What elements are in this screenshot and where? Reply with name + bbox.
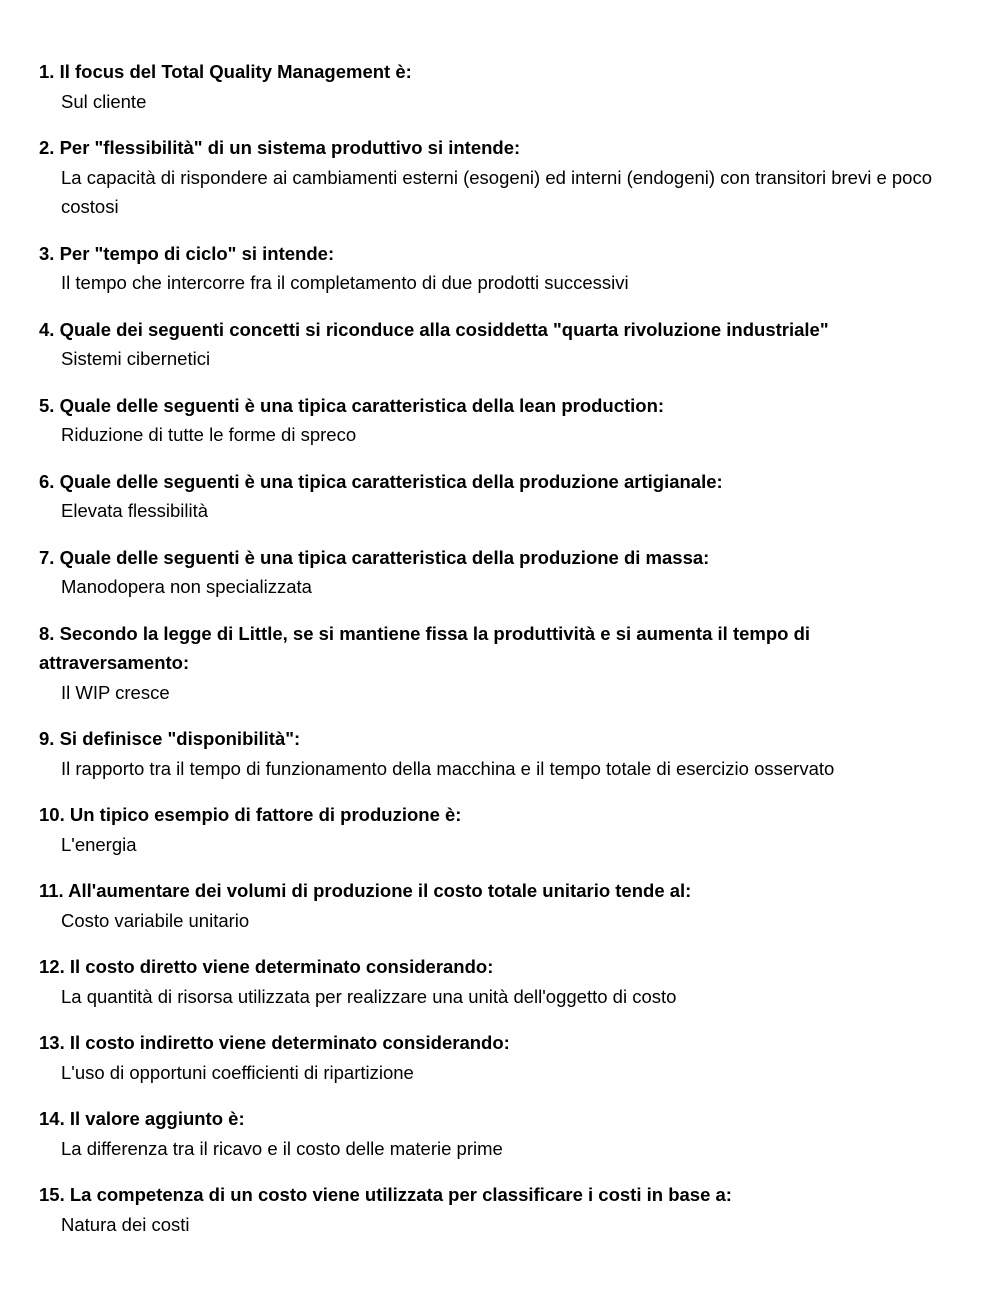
- qa-item-1: [39, 57, 960, 116]
- answer-text: Il WIP cresce: [61, 681, 170, 703]
- question-text: 13. Il costo indiretto viene determinato considerando:: [39, 1032, 510, 1053]
- answer-text: Elevata flessibilità: [61, 500, 209, 521]
- qa-item-8: [39, 619, 960, 708]
- question-text: 5. Quale delle seguenti è una tipica caratteristica della lean production:: [39, 394, 665, 416]
- qa-item-7: [39, 543, 960, 602]
- answer-text: Il tempo che intercorre fra il completamento di due prodotti successivi: [61, 272, 629, 293]
- question-text: 6. Quale delle seguenti è una tipica caratteristica della produzione artigianale:: [39, 470, 723, 492]
- question-text: 10. Un tipico esempio di fattore di produzione è:: [39, 804, 462, 825]
- qa-item-12: [39, 952, 960, 1011]
- qa-item-4: [39, 315, 960, 374]
- question-text: 2. Per "flessibilità" di un sistema produttivo si intende:: [39, 137, 521, 158]
- question-text: 9. Si definisce "disponibilità":: [39, 728, 301, 749]
- answer-text: Riduzione di tutte le forme di spreco: [61, 424, 357, 445]
- question-text: 14. Il valore aggiunto è:: [39, 1108, 245, 1129]
- qa-item-15: [39, 1180, 960, 1239]
- question-text: 4. Quale dei seguenti concetti si riconduce alla cosiddetta "quarta rivoluzione industriale": [39, 318, 829, 340]
- answer-text: Natura dei costi: [61, 1213, 190, 1235]
- question-text: 15. La competenza di un costo viene utilizzata per classificare i costi in base a:: [39, 1184, 732, 1205]
- answer-text: Costo variabile unitario: [61, 909, 250, 931]
- question-text: 12. Il costo diretto viene determinato considerando:: [39, 956, 494, 977]
- question-text: 7. Quale delle seguenti è una tipica caratteristica della produzione di massa:: [39, 546, 710, 568]
- answer-text: Sul cliente: [61, 90, 147, 112]
- answer-text: La quantità di risorsa utilizzata per realizzare una unità dell'oggetto di costo: [61, 985, 677, 1007]
- question-text: 11. All'aumentare dei volumi di produzione il costo totale unitario tende al:: [39, 880, 692, 901]
- qa-item-6: [39, 467, 960, 526]
- answer-text: La capacità di rispondere ai cambiamenti esterni (esogeni) ed interni (endogeni) con transitori brevi e poco costosi: [61, 166, 933, 217]
- qa-item-9: [39, 724, 960, 783]
- qa-item-14: [39, 1104, 960, 1163]
- answer-text: L'uso di opportuni coefficienti di ripartizione: [61, 1061, 414, 1083]
- answer-text: L'energia: [61, 833, 137, 855]
- answer-text: Manodopera non specializzata: [61, 576, 312, 597]
- question-text: 3. Per "tempo di ciclo" si intende:: [39, 242, 335, 264]
- question-text: 1. Il focus del Total Quality Management è:: [39, 61, 412, 82]
- answer-text: Il rapporto tra il tempo di funzionamento della macchina e il tempo totale di esercizio osservato: [61, 757, 835, 779]
- qa-item-11: [39, 876, 960, 935]
- qa-item-2: [39, 133, 960, 222]
- qa-item-5: [39, 391, 960, 450]
- question-text: 8. Secondo la legge di Little, se si mantiene fissa la produttività e si aumenta il tempo di attraversamento:: [39, 622, 811, 673]
- answer-text: Sistemi cibernetici: [61, 348, 211, 369]
- answer-text: La differenza tra il ricavo e il costo delle materie prime: [61, 1137, 503, 1159]
- qa-item-3: [39, 239, 960, 298]
- qa-item-10: [39, 800, 960, 859]
- qa-item-13: [39, 1028, 960, 1087]
